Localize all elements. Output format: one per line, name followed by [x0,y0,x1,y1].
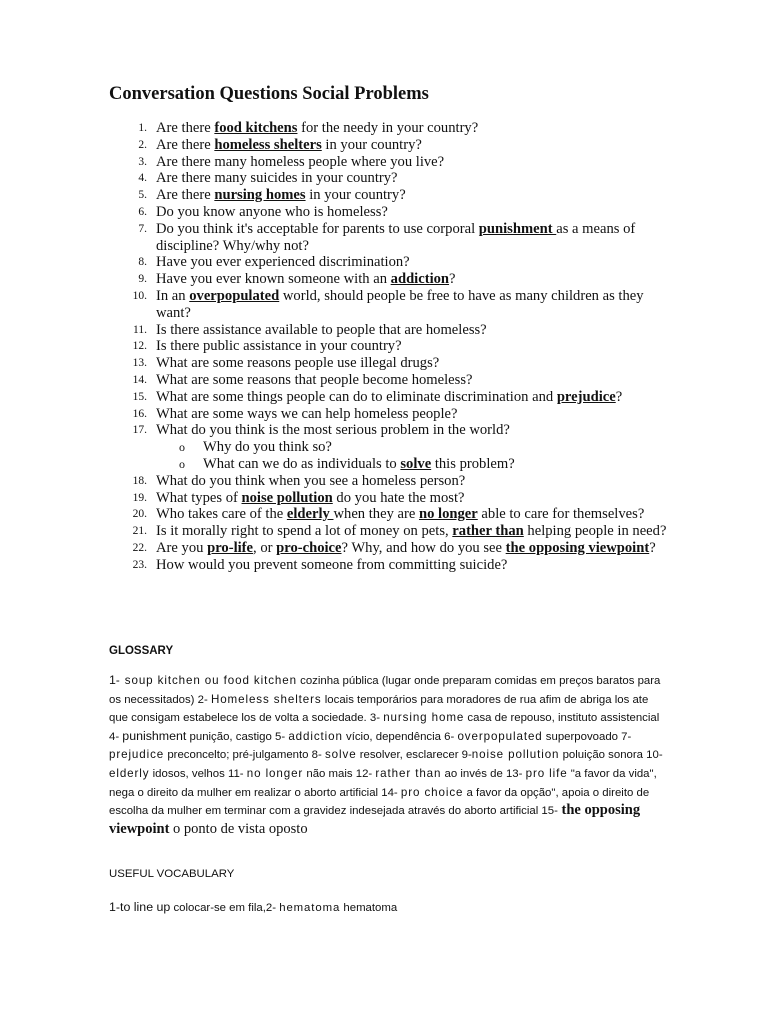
question-text: What are some things people can do to eliminate discrimination and [156,388,557,405]
sub-question-list [109,439,669,473]
question-text: Why do you think so? [203,439,332,456]
vocabulary-term: rather than [452,523,524,540]
question-text: What can we do as individuals to [203,455,401,472]
question-number: 15. [132,390,147,403]
question-list [109,120,669,574]
vocabulary-term: elderly [286,506,334,523]
question-number: 12. [132,340,147,353]
question-text: world, should people be free to have as many children as they want? [156,287,644,321]
vocabulary-term: pro-choice [276,539,342,556]
glossary-text [109,672,669,839]
question-text: able to care for themselves? [477,506,645,523]
glossary-heading: GLOSSARY [109,645,174,657]
question-text: in your country? [305,187,406,204]
vocabulary-term: no longer [418,506,478,523]
question-item [109,540,669,557]
glossary-definition: idosos, velhos 11- [149,767,247,780]
glossary-definition: ao invés de 13- [441,767,526,780]
question-item [109,372,669,389]
sub-question-item [109,456,669,473]
glossary-definition: vício, dependência 6- [342,730,458,743]
question-text: What do you think is the most serious problem in the world? [156,422,510,439]
glossary-definition: não mais 12- [303,767,376,780]
vocabulary-term: 1-to line up [109,900,171,914]
vocabulary-term: pro-life [207,539,254,556]
glossary-definition: poluição sonora 10- [559,749,663,762]
question-text: Is there assistance available to people that are homeless? [156,321,487,338]
question-number: 20. [132,508,147,521]
question-text: helping people in need? [523,523,667,540]
question-number: 4. [138,172,147,185]
glossary-definition: preconcelto; pré-julgamento 8- [164,749,325,762]
document-title: Conversation Questions Social Problems [109,84,429,104]
question-text: Is there public assistance in your country? [156,338,402,355]
question-text: ? [449,271,456,288]
vocabulary-text [109,900,397,914]
glossary-definition: casa de repouso, instituto assistencial 4- [109,712,660,743]
question-item [109,338,669,355]
question-number: 1. [138,122,147,134]
glossary-term: pro life [525,766,568,780]
question-text: ? Why, and how do you see [341,539,506,556]
glossary-term: nursing home [383,711,465,725]
question-number: 10. [132,289,147,302]
question-item [109,170,669,187]
sub-question-group [109,439,669,473]
question-item [109,490,669,507]
question-item [109,204,669,221]
question-number: 16. [132,407,147,420]
vocabulary-term: food kitchens [214,120,298,136]
question-item [109,137,669,154]
vocabulary-term: homeless shelters [214,136,322,153]
question-item [109,187,669,204]
glossary-definition: cozinha pública (lugar onde preparam comidas em preços baratos para os necessitados) 2- [109,675,661,706]
question-item [109,154,669,171]
glossary-term: rather than [375,766,442,780]
glossary-term: elderly [109,766,150,780]
question-item [109,557,669,574]
vocabulary-term: punishment [478,220,557,237]
question-item [109,288,669,322]
question-item [109,254,669,271]
question-text: Have you ever experienced discrimination? [156,254,410,271]
question-number: 21. [132,525,147,538]
glossary-term: pro choice [400,785,464,799]
question-text: Are there many suicides in your country? [156,170,398,187]
glossary-term: punishment [122,728,187,743]
question-text: Are there [156,187,215,204]
question-number: 14. [132,373,147,386]
question-text: ? [615,388,623,405]
question-text: in your country? [321,136,422,153]
question-item [109,473,669,490]
question-text: What types of [156,489,242,506]
question-text: What are some reasons people use illegal drugs? [156,355,440,372]
question-number: 8. [138,256,147,269]
question-text: Are you [156,539,208,556]
vocabulary-term: the opposing viewpoint [505,539,650,556]
glossary-definition: a favor da opção", apoia o direito de escolha da mulher em terminar com a gravidez indesejada através do aborto artificial 15- [109,786,650,818]
question-item [109,406,669,423]
glossary-term: addiction [288,729,343,743]
bullet-icon: o [179,440,185,455]
question-text: when they are [333,506,419,523]
glossary-term: - soup kitchen ou food kitchen [115,674,297,687]
question-text: Do you know anyone who is homeless? [156,203,388,220]
question-text: Do you think it's acceptable for parents to use corporal [156,220,479,237]
question-text: What do you think when you see a homeless person? [156,472,466,489]
question-item [109,422,669,439]
question-text: How would you prevent someone from committing suicide? [156,556,508,573]
vocabulary-definition: colocar-se em fila,2- [170,902,280,914]
question-item [109,355,669,372]
question-number: 19. [132,491,147,504]
question-item [109,120,669,137]
vocabulary-term: hematoma [279,902,341,914]
question-number: 17. [132,424,147,437]
question-text: What are some ways we can help homeless people? [156,405,458,422]
useful-vocabulary-heading: USEFUL VOCABULARY [109,868,235,880]
vocabulary-definition: hematoma [340,902,398,914]
glossary-number: 1 [109,673,116,687]
question-item [109,322,669,339]
question-item [109,271,669,288]
glossary-term: no longer [246,766,304,780]
glossary-term: noise pollution [471,748,560,762]
question-item [109,389,669,406]
glossary-term: Homeless shelters [210,692,322,706]
question-text: do you hate the most? [332,489,465,506]
glossary-definition: superpovoado 7- [542,730,632,743]
vocabulary-term: nursing homes [214,187,306,204]
glossary-term: overpopulated [457,729,543,743]
question-number: 7. [138,222,147,235]
question-text: for the needy in your country? [297,120,479,136]
glossary-term: prejudice [109,748,165,762]
glossary-definition: punição, castigo 5- [186,730,289,743]
glossary-term-bold: the opposing viewpoint [109,802,641,837]
question-number: 6. [138,205,147,218]
question-text: as a means of discipline? Why/why not? [156,220,636,254]
vocabulary-term: solve [400,455,432,472]
question-text: What are some reasons that people become homeless? [156,371,473,388]
question-number: 5. [138,189,147,202]
question-number: 13. [132,357,147,370]
question-text: this problem? [431,455,515,472]
vocabulary-term: addiction [390,271,450,288]
glossary-definition: resolver, esclarecer 9- [356,749,472,762]
question-text: Are there many homeless people where you live? [156,153,445,170]
question-text: Who takes care of the [156,506,287,523]
vocabulary-term: prejudice [556,388,616,405]
question-number: 2. [138,138,147,151]
glossary-term: solve [324,748,357,762]
question-item [109,221,669,255]
question-number: 11. [133,323,147,336]
question-text: In an [156,287,190,304]
sub-question-item [109,439,669,456]
vocabulary-term: noise pollution [241,489,333,506]
glossary-definition: locais temporários para moradores de rua afim de abriga los ate que consigam estabelece los de volta a sociedade. 3- [109,693,649,725]
question-text: Are there [156,136,215,153]
question-number: 18. [132,474,147,487]
question-text: Have you ever known someone with an [156,271,391,288]
question-number: 23. [132,558,147,571]
question-number: 9. [138,273,147,286]
question-number: 3. [138,155,147,168]
question-text: Is it morally right to spend a lot of money on pets, [156,523,453,540]
bullet-icon: o [179,456,185,471]
question-item [109,523,669,540]
question-item [109,506,669,523]
question-number: 22. [132,541,147,554]
glossary-definition: "a favor da vida", nega o direito da mulher em realizar o aborto artificial 14- [109,767,657,799]
vocabulary-term: overpopulated [189,287,280,304]
question-text: ? [649,539,656,556]
question-text: , or [253,539,277,556]
glossary-definition: o ponto de vista oposto [169,820,308,837]
question-text: Are there [156,120,215,136]
